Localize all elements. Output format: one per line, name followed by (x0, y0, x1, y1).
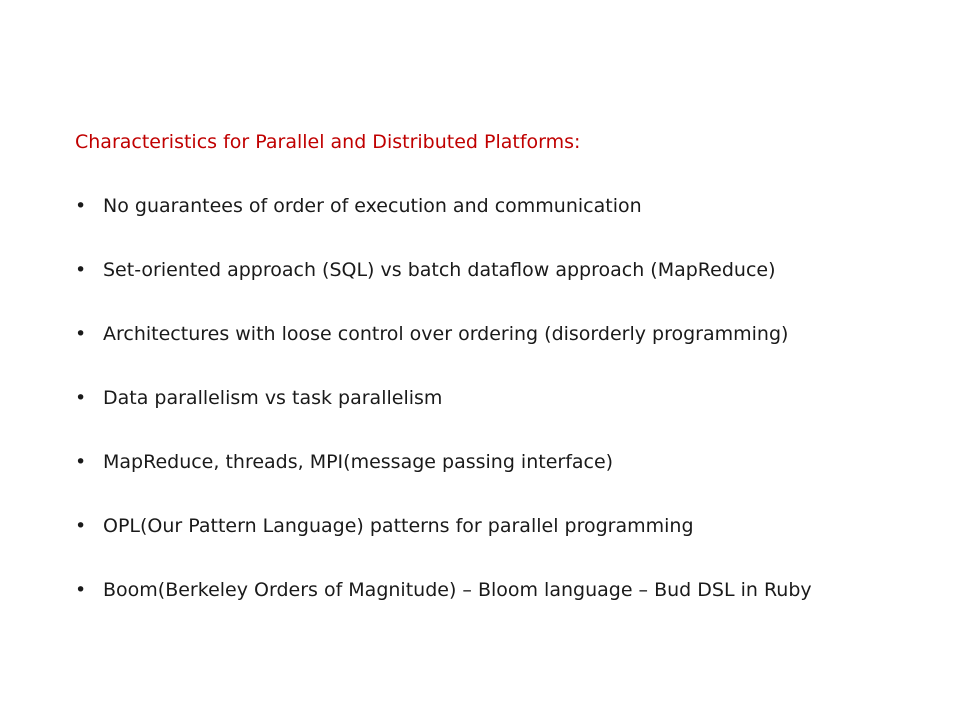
bullet-text: OPL(Our Pattern Language) patterns for parallel programming (103, 515, 694, 537)
bullet-dot-icon: • (75, 195, 87, 217)
bullet-item (75, 320, 895, 348)
bullet-dot-icon: • (75, 515, 87, 537)
bullet-item (75, 384, 895, 412)
bullet-text: Data parallelism vs task parallelism (103, 387, 443, 409)
bullet-item (75, 192, 895, 220)
bullet-text: Set-oriented approach (SQL) vs batch dataflow approach (MapReduce) (103, 259, 776, 281)
bullet-item (75, 512, 895, 540)
bullet-text: No guarantees of order of execution and communication (103, 195, 642, 217)
bullet-text: MapReduce, threads, MPI(message passing interface) (103, 451, 614, 473)
bullet-dot-icon: • (75, 323, 87, 345)
bullet-dot-icon: • (75, 451, 87, 473)
bullet-dot-icon: • (75, 259, 87, 281)
bullet-item (75, 256, 895, 284)
bullet-dot-icon: • (75, 387, 87, 409)
bullet-text: Architectures with loose control over ordering (disorderly programming) (103, 323, 789, 345)
bullet-item (75, 576, 895, 604)
bullet-text: Boom(Berkeley Orders of Magnitude) – Bloom language – Bud DSL in Ruby (103, 579, 812, 601)
bullet-item (75, 448, 895, 476)
bullet-dot-icon: • (75, 579, 87, 601)
slide-heading: Characteristics for Parallel and Distributed Platforms: (75, 131, 581, 153)
bullet-list (75, 192, 895, 640)
